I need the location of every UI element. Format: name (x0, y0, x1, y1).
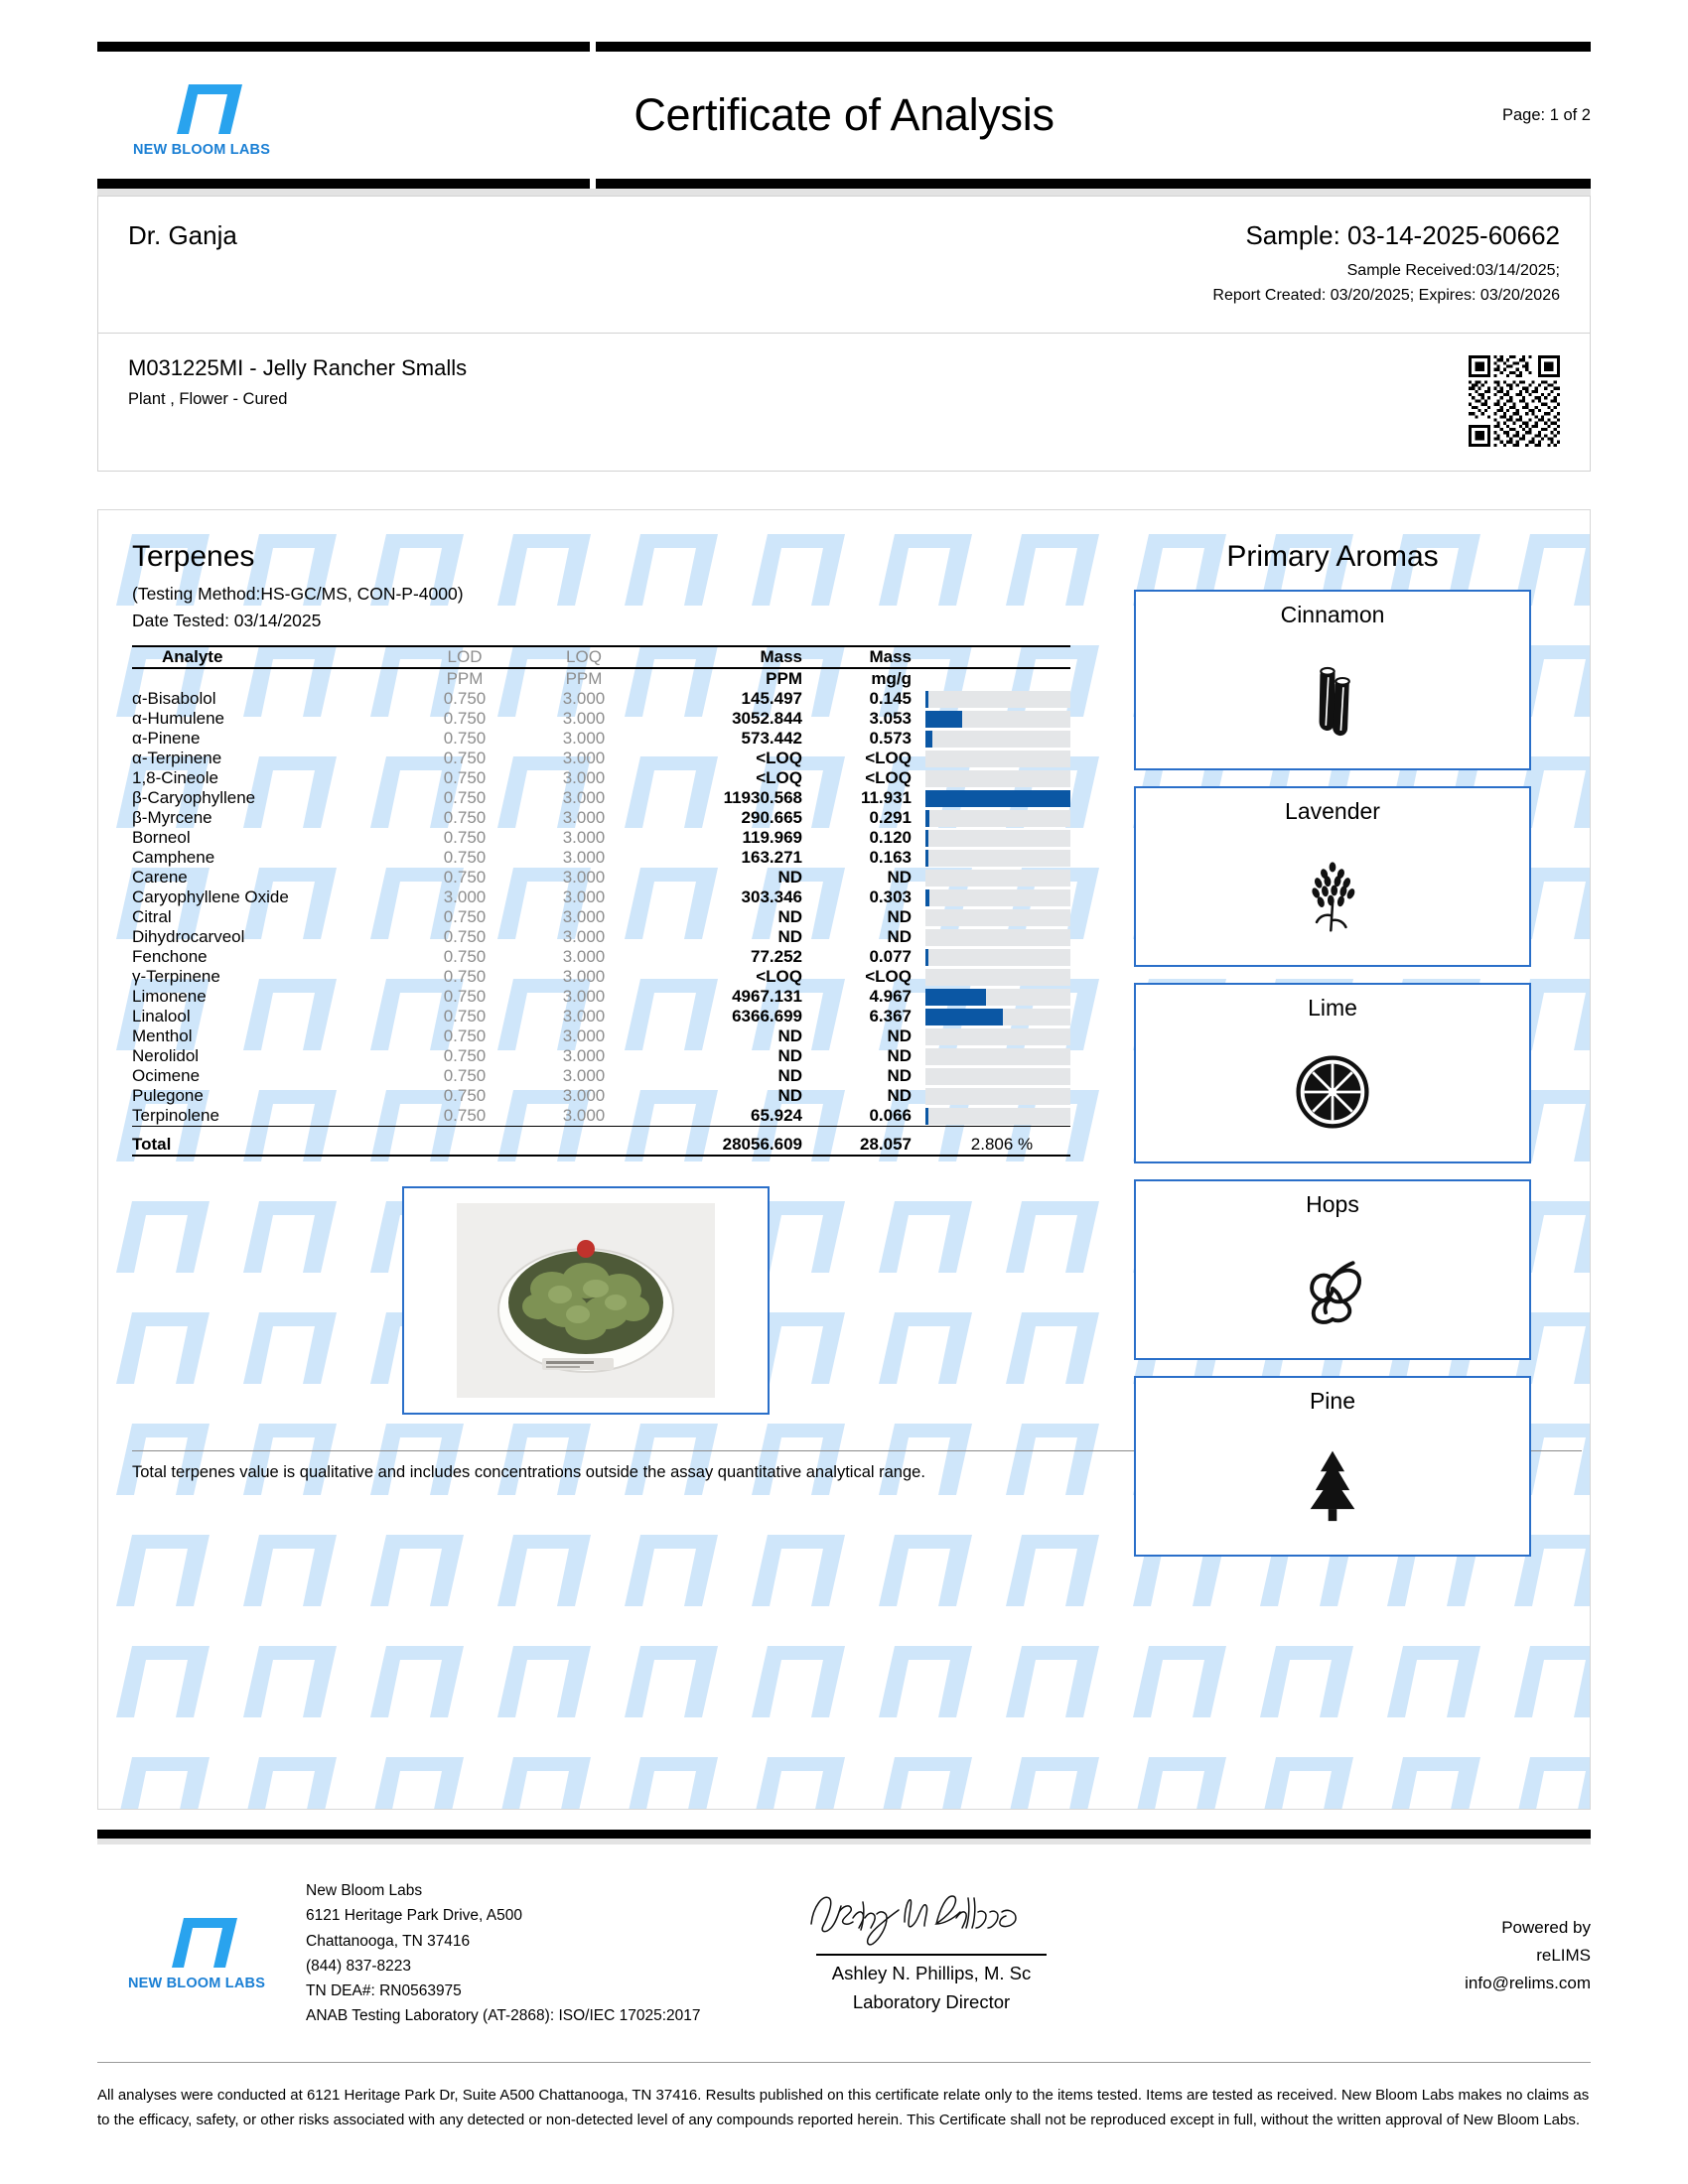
cell-loq: 3.000 (562, 927, 606, 947)
cell-mass-mgg: <LOQ (865, 749, 912, 768)
lime-slice-icon (1290, 1022, 1375, 1161)
cell-loq: 3.000 (562, 1106, 606, 1126)
aroma-label: Lavender (1285, 798, 1380, 825)
header-logo-text: NEW BLOOM LABS (132, 142, 271, 158)
product-type: Plant , Flower - Cured (128, 390, 288, 409)
cell-analyte: Fenchone (132, 947, 208, 967)
cell-lod: 0.750 (443, 808, 487, 828)
bar-track (925, 790, 1070, 807)
total-mass-mgg: 28.057 (802, 1127, 912, 1156)
cell-bar (912, 927, 1070, 947)
cell-bar (912, 689, 1070, 709)
cell-bar (912, 987, 1070, 1007)
total-loq (524, 1127, 643, 1156)
table-row (132, 1046, 1070, 1066)
table-row (132, 689, 1070, 709)
col-bar (912, 646, 1070, 668)
bar-fill (925, 850, 928, 867)
cell-mass-mgg: 11.931 (860, 788, 912, 808)
terpenes-note: Total terpenes value is qualitative and includes concentrations outside the assay quantitative analytical range. (132, 1463, 925, 1482)
cell-lod: 0.750 (443, 848, 487, 868)
col-lod: LOD (405, 646, 524, 668)
bar-track (925, 1068, 1070, 1085)
cell-loq: 3.000 (562, 768, 606, 788)
cell-analyte: α-Humulene (132, 709, 224, 729)
cell-loq: 3.000 (562, 1086, 606, 1106)
cell-analyte: Linalool (132, 1007, 191, 1026)
cell-loq: 3.000 (562, 828, 606, 848)
bar-track (925, 870, 1070, 887)
cell-mass-mgg: 0.120 (869, 828, 912, 848)
aromas-title: Primary Aromas (1226, 540, 1439, 574)
aroma-label: Pine (1309, 1388, 1356, 1415)
bar-track (925, 1028, 1070, 1045)
cell-lod: 0.750 (443, 788, 487, 808)
cell-mass-mgg: 0.145 (869, 689, 912, 709)
cell-bar (912, 828, 1070, 848)
signer-role: Laboratory Director (852, 1990, 1011, 2012)
page-title: Certificate of Analysis (633, 89, 1055, 140)
cell-loq: 3.000 (562, 749, 606, 768)
cell-mass-mgg: 0.303 (869, 887, 912, 907)
qr-code-icon[interactable] (1469, 355, 1560, 447)
cell-lod: 0.750 (443, 1026, 487, 1046)
cell-bar (912, 709, 1070, 729)
total-lod (405, 1127, 524, 1156)
total-percent: 2.806 % (912, 1127, 1070, 1156)
bar-fill (925, 691, 928, 708)
cell-loq: 3.000 (562, 987, 606, 1007)
aroma-card-lavender (1134, 786, 1531, 967)
sample-id: Sample: 03-14-2025-60662 (1245, 220, 1560, 250)
bar-fill (925, 949, 928, 966)
table-body (132, 668, 1070, 1155)
cell-mass-ppm: 573.442 (741, 729, 802, 749)
bar-track (925, 1009, 1070, 1025)
cell-loq: 3.000 (562, 1007, 606, 1026)
aromas-section (1134, 540, 1531, 1557)
bar-fill (925, 1009, 1003, 1025)
footer-signature-block (723, 1878, 1140, 2013)
cell-mass-ppm: 65.924 (751, 1106, 802, 1126)
cell-analyte: α-Pinene (132, 729, 201, 749)
cell-mass-ppm: 303.346 (741, 887, 802, 907)
cell-analyte: γ-Terpinene (132, 967, 220, 987)
cell-mass-ppm: 6366.699 (732, 1007, 802, 1026)
table-total-row (132, 1127, 1070, 1156)
cell-bar (912, 1026, 1070, 1046)
col-loq: LOQ (524, 646, 643, 668)
cell-bar (912, 729, 1070, 749)
bar-track (925, 929, 1070, 946)
cell-analyte: Dihydrocarveol (132, 927, 245, 947)
product-info-card (97, 334, 1591, 472)
cell-bar (912, 848, 1070, 868)
table-row (132, 808, 1070, 828)
ashley-phillips-signature-icon (805, 1878, 1058, 1952)
table-row (132, 828, 1070, 848)
cell-lod: 0.750 (443, 768, 487, 788)
product-name: M031225MI - Jelly Rancher Smalls (128, 355, 468, 381)
cell-bar (912, 1007, 1070, 1026)
aroma-card-pine (1134, 1376, 1531, 1557)
table-row (132, 788, 1070, 808)
cell-analyte: Citral (132, 907, 172, 927)
cell-lod: 0.750 (443, 1007, 487, 1026)
cell-mass-mgg: ND (887, 1046, 912, 1066)
terpenes-section (132, 540, 1110, 1557)
terpenes-date-tested: Date Tested: 03/14/2025 (132, 611, 322, 631)
cell-analyte: Borneol (132, 828, 191, 848)
cell-lod: 0.750 (443, 1066, 487, 1086)
bar-track (925, 691, 1070, 708)
powered-by-name: reLIMS (1536, 1946, 1591, 1966)
cell-mass-mgg: 3.053 (869, 709, 912, 729)
table-row (132, 868, 1070, 887)
hops-cone-icon (1290, 1218, 1375, 1358)
cell-lod: 0.750 (443, 1046, 487, 1066)
cell-loq: 3.000 (562, 729, 606, 749)
disclaimer-text: All analyses were conducted at 6121 Heritage Park Dr, Suite A500 Chattanooga, TN 37416. Results published on this certificate relate only to the items tested. Items are tested as received. New Bloom Labs makes no claims as to the efficacy, safety, or other risks associated with any detected or non-detected level of any compounds reported herein. This Certificate shall not be reproduced except in full, without the written approval of New Bloom Labs. (97, 2087, 1590, 2129)
footer-top-rule (97, 1830, 1591, 1839)
sample-received: Sample Received:03/14/2025; (1346, 262, 1560, 279)
bar-track (925, 810, 1070, 827)
bar-track (925, 830, 1070, 847)
aroma-card-cinnamon (1134, 590, 1531, 770)
bar-track (925, 1088, 1070, 1105)
cell-lod: 0.750 (443, 729, 487, 749)
cell-lod: 0.750 (443, 749, 487, 768)
bar-track (925, 949, 1070, 966)
table-row (132, 1007, 1070, 1026)
footer-logo-text: NEW BLOOM LABS (127, 1976, 266, 1992)
cell-analyte: Terpinolene (132, 1106, 219, 1126)
cell-lod: 0.750 (443, 868, 487, 887)
cell-lod: 0.750 (443, 828, 487, 848)
bar-track (925, 711, 1070, 728)
unit-bar (912, 668, 1070, 689)
terpenes-table (132, 645, 1070, 1155)
table-row (132, 967, 1070, 987)
footer-address (296, 1878, 723, 2028)
cell-mass-ppm: ND (777, 927, 802, 947)
powered-by-label: Powered by (1501, 1918, 1591, 1938)
total-mass-ppm: 28056.609 (643, 1127, 802, 1156)
cell-mass-mgg: ND (887, 1026, 912, 1046)
report-created: Report Created: 03/20/2025; Expires: 03/20/2026 (1212, 287, 1560, 305)
cell-mass-mgg: ND (887, 1066, 912, 1086)
col-mass-ppm: Mass (643, 646, 802, 668)
cell-loq: 3.000 (562, 1046, 606, 1066)
footer-dea: TN DEA#: RN0563975 (306, 1981, 462, 1999)
bar-track (925, 850, 1070, 867)
cell-mass-ppm: 145.497 (741, 689, 802, 709)
bar-fill (925, 830, 928, 847)
cell-lod: 0.750 (443, 987, 487, 1007)
lavender-sprig-icon (1291, 825, 1374, 965)
bar-track (925, 1048, 1070, 1065)
cell-loq: 3.000 (562, 907, 606, 927)
cell-mass-ppm: 290.665 (741, 808, 802, 828)
cell-analyte: α-Bisabolol (132, 689, 216, 709)
cell-analyte: Nerolidol (132, 1046, 200, 1066)
cell-mass-ppm: ND (777, 1026, 802, 1046)
footer-phone: (844) 837-8223 (306, 1957, 411, 1975)
cell-analyte: Carene (132, 868, 188, 887)
disclaimer-divider (97, 2062, 1591, 2063)
aroma-label: Hops (1306, 1191, 1359, 1218)
bar-fill (925, 711, 962, 728)
cell-mass-mgg: ND (887, 1086, 912, 1106)
cell-analyte: β-Myrcene (132, 808, 212, 828)
cell-bar (912, 788, 1070, 808)
cell-analyte: Camphene (132, 848, 215, 868)
cell-mass-ppm: 119.969 (742, 828, 802, 848)
table-header-row (132, 646, 1070, 668)
unit-lod: PPM (446, 669, 484, 689)
cell-mass-ppm: ND (777, 1086, 802, 1106)
unit-loq: PPM (565, 669, 603, 689)
sample-info-card (97, 196, 1591, 334)
cell-lod: 0.750 (443, 967, 487, 987)
powered-by-email[interactable]: info@relims.com (1465, 1974, 1591, 1993)
table-row (132, 768, 1070, 788)
cell-loq: 3.000 (562, 967, 606, 987)
unit-analyte (132, 668, 405, 689)
cell-loq: 3.000 (562, 868, 606, 887)
cell-bar (912, 749, 1070, 768)
cell-lod: 0.750 (443, 927, 487, 947)
table-row (132, 887, 1070, 907)
col-analyte: Analyte (132, 646, 405, 668)
cell-loq: 3.000 (562, 808, 606, 828)
cell-analyte: Pulegone (132, 1086, 204, 1106)
signature-line (816, 1954, 1047, 1956)
bar-fill (925, 731, 932, 748)
cinnamon-sticks-icon (1291, 628, 1374, 768)
cell-bar (912, 1086, 1070, 1106)
cell-lod: 0.750 (443, 689, 487, 709)
cell-analyte: Limonene (132, 987, 207, 1007)
bar-track (925, 1108, 1070, 1125)
total-label: Total (132, 1127, 405, 1156)
table-row (132, 729, 1070, 749)
cell-mass-mgg: 0.163 (869, 848, 912, 868)
cell-mass-mgg: ND (887, 907, 912, 927)
cell-mass-ppm: 3052.844 (732, 709, 802, 729)
cell-bar (912, 868, 1070, 887)
cannabis-flower-sample-photo-icon (457, 1203, 715, 1398)
cell-mass-ppm: ND (777, 1046, 802, 1066)
cell-bar (912, 808, 1070, 828)
aroma-card-hops (1134, 1179, 1531, 1360)
cell-bar (912, 947, 1070, 967)
cell-loq: 3.000 (562, 788, 606, 808)
client-name: Dr. Ganja (128, 220, 237, 250)
unit-mass-mgg: mg/g (871, 669, 912, 689)
cell-mass-mgg: 0.573 (869, 729, 912, 749)
sample-photo-frame (402, 1186, 770, 1415)
cell-loq: 3.000 (562, 887, 606, 907)
cell-lod: 0.750 (443, 1086, 487, 1106)
footer-logo (97, 1878, 296, 1991)
table-row (132, 848, 1070, 868)
results-panel (97, 509, 1591, 1810)
cell-mass-ppm: 163.271 (741, 848, 802, 868)
cell-mass-mgg: ND (887, 927, 912, 947)
table-row (132, 1106, 1070, 1127)
cell-lod: 0.750 (443, 1106, 487, 1126)
table-row (132, 947, 1070, 967)
cell-analyte: Ocimene (132, 1066, 201, 1086)
cell-bar (912, 768, 1070, 788)
cell-bar (912, 967, 1070, 987)
cell-analyte: α-Terpinene (132, 749, 222, 768)
bar-track (925, 751, 1070, 767)
footer-accreditation: ANAB Testing Laboratory (AT-2868): ISO/IEC 17025:2017 (306, 2006, 701, 2024)
cell-mass-ppm: ND (777, 1066, 802, 1086)
cell-loq: 3.000 (562, 947, 606, 967)
bar-fill (925, 810, 929, 827)
aroma-card-lime (1134, 983, 1531, 1163)
cell-lod: 0.750 (443, 907, 487, 927)
cell-analyte: 1,8-Cineole (132, 768, 218, 788)
new-bloom-labs-logo-icon (154, 1906, 239, 1968)
table-row (132, 709, 1070, 729)
aroma-label: Lime (1308, 995, 1357, 1022)
cell-mass-ppm: <LOQ (756, 749, 802, 768)
cell-mass-ppm: <LOQ (756, 967, 802, 987)
footer-lab-name: New Bloom Labs (306, 1882, 423, 1900)
page-header (97, 52, 1591, 179)
cell-analyte: β-Caryophyllene (132, 788, 256, 808)
cell-mass-mgg: 6.367 (869, 1007, 912, 1026)
cell-mass-ppm: ND (777, 868, 802, 887)
table-row (132, 1086, 1070, 1106)
table-row (132, 749, 1070, 768)
cell-lod: 3.000 (443, 887, 487, 907)
unit-mass-ppm: PPM (766, 669, 802, 689)
cell-mass-mgg: 0.291 (869, 808, 912, 828)
bar-track (925, 889, 1070, 906)
cell-bar (912, 1066, 1070, 1086)
bar-track (925, 909, 1070, 926)
bar-fill (925, 1108, 928, 1125)
cell-mass-ppm: <LOQ (756, 768, 802, 788)
table-row (132, 1026, 1070, 1046)
cell-mass-ppm: 11930.568 (723, 788, 802, 808)
cell-loq: 3.000 (562, 848, 606, 868)
cell-bar (912, 907, 1070, 927)
cell-loq: 3.000 (562, 689, 606, 709)
cell-mass-mgg: 0.077 (869, 947, 912, 967)
table-row (132, 927, 1070, 947)
bar-track (925, 969, 1070, 986)
terpenes-method: (Testing Method:HS-GC/MS, CON-P-4000) (132, 584, 464, 605)
bar-track (925, 731, 1070, 748)
pine-tree-icon (1290, 1415, 1375, 1555)
signer-name: Ashley N. Phillips, M. Sc (831, 1962, 1032, 1983)
footer-powered-by (1140, 1878, 1591, 1997)
table-bottom-rule (132, 1155, 1070, 1157)
aromas-list (1134, 590, 1531, 1557)
units-row (132, 668, 1070, 689)
cell-loq: 3.000 (562, 1066, 606, 1086)
table-row (132, 907, 1070, 927)
sample-meta (1212, 220, 1560, 307)
cell-mass-mgg: <LOQ (865, 768, 912, 788)
cell-mass-mgg: <LOQ (865, 967, 912, 987)
cell-lod: 0.750 (443, 947, 487, 967)
aroma-label: Cinnamon (1280, 602, 1385, 628)
bar-fill (925, 790, 1070, 807)
bar-track (925, 770, 1070, 787)
cell-analyte: Menthol (132, 1026, 193, 1046)
cell-mass-ppm: 77.252 (751, 947, 802, 967)
bar-fill (925, 989, 986, 1006)
page-footer (97, 1844, 1591, 2028)
cell-mass-mgg: 0.066 (869, 1106, 912, 1126)
bar-fill (925, 889, 929, 906)
table-row (132, 1066, 1070, 1086)
table-row (132, 987, 1070, 1007)
footer-address2: Chattanooga, TN 37416 (306, 1932, 471, 1950)
header-bottom-rule (97, 179, 1591, 189)
cell-lod: 0.750 (443, 709, 487, 729)
cell-bar (912, 887, 1070, 907)
cell-bar (912, 1046, 1070, 1066)
cell-mass-mgg: ND (887, 868, 912, 887)
cell-mass-ppm: ND (777, 907, 802, 927)
cell-bar (912, 1106, 1070, 1127)
bar-track (925, 989, 1070, 1006)
cell-mass-ppm: 4967.131 (732, 987, 802, 1007)
cell-loq: 3.000 (562, 1026, 606, 1046)
col-mass-mgg: Mass (802, 646, 912, 668)
cell-loq: 3.000 (562, 709, 606, 729)
top-rule (97, 42, 1591, 52)
cell-analyte: Caryophyllene Oxide (132, 887, 289, 907)
cell-mass-mgg: 4.967 (869, 987, 912, 1007)
terpenes-title: Terpenes (132, 540, 255, 574)
footer-address1: 6121 Heritage Park Drive, A500 (306, 1907, 522, 1925)
header-grey-rule (97, 189, 1591, 196)
page-number: Page: 1 of 2 (1502, 105, 1591, 124)
